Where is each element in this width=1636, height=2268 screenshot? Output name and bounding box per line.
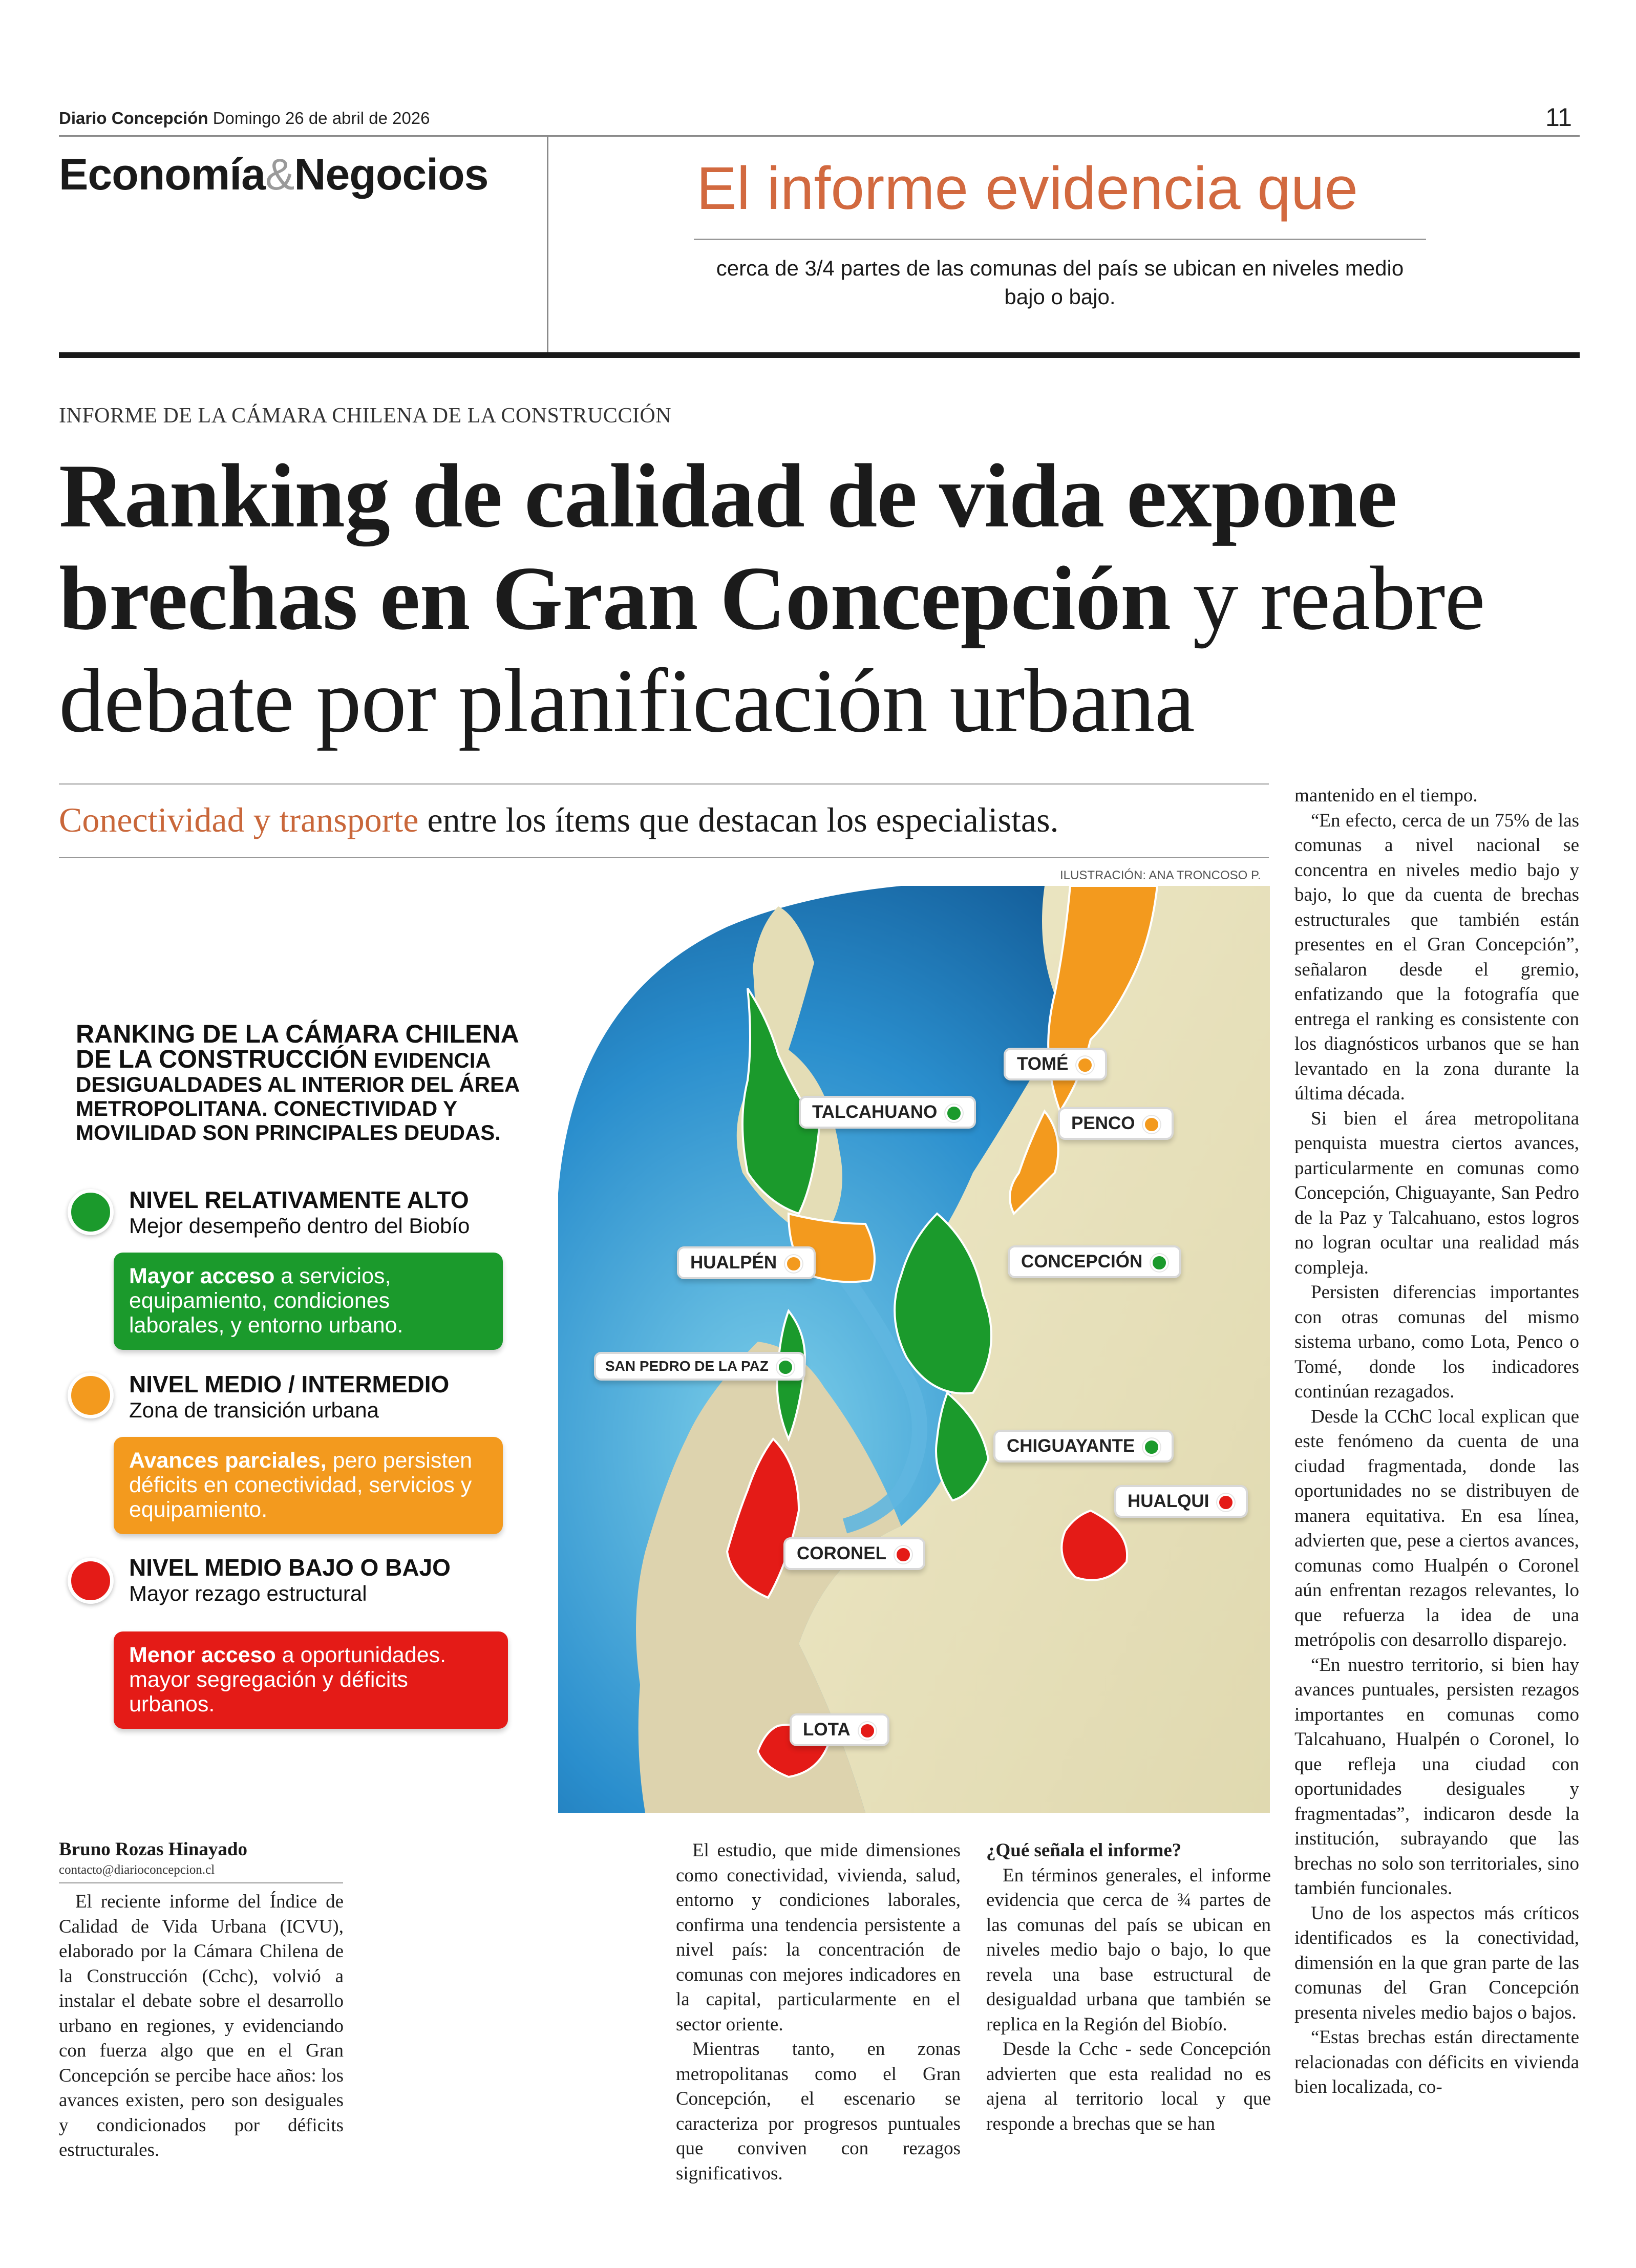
commune-label-lota bbox=[790, 1713, 889, 1746]
legend-box-bold: Avances parciales, bbox=[129, 1448, 327, 1473]
level-dot bbox=[945, 1105, 963, 1122]
commune-name: CONCEPCIÓN bbox=[1021, 1252, 1143, 1271]
subhead-rest: entre los ítems que destacan los especialistas. bbox=[418, 800, 1059, 839]
commune-label-san-pedro bbox=[594, 1352, 805, 1381]
commune-name: PENCO bbox=[1071, 1113, 1135, 1133]
legend-dot-bajo bbox=[68, 1558, 114, 1604]
level-dot bbox=[1076, 1056, 1094, 1074]
article-column-4 bbox=[1294, 783, 1579, 2100]
infographic-title-rest: EVIDENCIA DESIGUALDADES AL INTERIOR DEL ÁREA METROPOLITANA. CONECTIVIDAD Y MOVILIDAD SON PRINCIPALES DEUDAS. bbox=[76, 1048, 519, 1144]
commune-name: TALCAHUANO bbox=[812, 1102, 938, 1122]
headline-regular-2: debate por planificación urbana bbox=[59, 650, 1195, 751]
article-column-1 bbox=[59, 1890, 344, 2163]
section-title-amp: & bbox=[265, 150, 294, 199]
article-paragraph: Desde la Cchc - sede Concepción advierten que esta realidad no es ajena al territorio local y que responde a brechas que se han bbox=[986, 2039, 1271, 2134]
commune-name: CHIGUAYANTE bbox=[1007, 1436, 1135, 1456]
article-paragraph: “Estas brechas están directamente relacionadas con déficits en vivienda bien localizada, co- bbox=[1294, 2027, 1579, 2097]
masthead-line bbox=[59, 109, 430, 128]
legend-dot-alto bbox=[68, 1189, 114, 1235]
legend-box-alto bbox=[114, 1253, 503, 1350]
illustration-credit: ILUSTRACIÓN: ANA TRONCOSO P. bbox=[1060, 868, 1261, 882]
legend-box-bold: Menor acceso bbox=[129, 1643, 276, 1667]
level-dot bbox=[1143, 1438, 1160, 1456]
article-subheading: ¿Qué señala el informe? bbox=[986, 1840, 1182, 1861]
commune-label-penco bbox=[1058, 1107, 1174, 1140]
header-vertical-divider bbox=[547, 135, 548, 353]
level-dot bbox=[1217, 1494, 1235, 1511]
legend-title-alto: NIVEL RELATIVAMENTE ALTO bbox=[129, 1186, 469, 1213]
article-paragraph: En términos generales, el informe evidencia que cerca de ¾ partes de las comunas del país se ubican en niveles medio bajo o bajo, lo que revela una base estructural de desigualdad urbana que también se replica en la Región del Biobío. bbox=[986, 1864, 1271, 2035]
paper-name: Diario Concepción bbox=[59, 109, 208, 128]
header-bottom-rule bbox=[59, 352, 1580, 358]
subhead bbox=[59, 800, 1059, 840]
commune-name: LOTA bbox=[803, 1720, 851, 1740]
legend-box-medio bbox=[114, 1437, 503, 1534]
section-title-part2: Negocios bbox=[294, 150, 488, 199]
article-paragraph: Uno de los aspectos más críticos identificados es la conectividad, dimensión en la que gran parte de las comunas del Gran Concepción presenta niveles medio bajos o bajos. bbox=[1294, 1902, 1579, 2023]
commune-name: CORONEL bbox=[797, 1543, 886, 1563]
legend-box-text: a oportunidades. mayor segregación y déficits urbanos. bbox=[129, 1643, 447, 1716]
legend-box-text: pero persisten déficits en conectividad, servicios y equipamiento. bbox=[129, 1448, 473, 1522]
legend-sub-medio: Zona de transición urbana bbox=[129, 1398, 379, 1422]
commune-label-hualpen bbox=[677, 1246, 816, 1279]
subhead-rule-top bbox=[59, 783, 1269, 785]
page-number: 11 bbox=[1545, 103, 1572, 132]
byline-rule bbox=[59, 1882, 343, 1883]
byline: Bruno Rozas Hinayado bbox=[59, 1839, 248, 1860]
legend-title-bajo: NIVEL MEDIO BAJO O BAJO bbox=[129, 1554, 451, 1581]
commune-name: HUALPÉN bbox=[690, 1253, 777, 1273]
commune-label-tome bbox=[1004, 1048, 1107, 1080]
article-paragraph: Desde la CChC local explican que este fenómeno da cuenta de una ciudad fragmentada, donde las oportunidades no se distribuyen de manera equitativa. En esa línea, advierten que, pese a ciertos avances, comunas como Hualpén o Coronel aún enfrentan rezagos relevantes, lo que refuerza la idea de una metrópolis con desarrollo disparejo. bbox=[1294, 1406, 1579, 1650]
level-dot bbox=[1143, 1116, 1160, 1133]
headline-bold: Ranking de calidad de vida expone brechas en Gran Concepción bbox=[59, 445, 1397, 649]
promo-rule bbox=[694, 239, 1426, 240]
infographic-title bbox=[76, 1022, 547, 1144]
byline-email: contacto@diarioconcepcion.cl bbox=[59, 1863, 215, 1877]
promo-text: cerca de 3/4 partes de las comunas del país se ubican en niveles medio bajo o bajo. bbox=[716, 256, 1404, 309]
commune-label-talcahuano bbox=[799, 1096, 976, 1129]
infographic-title-bold: RANKING DE LA CÁMARA CHILENA DE LA CONSTRUCCIÓN bbox=[76, 1020, 518, 1073]
commune-label-concepcion bbox=[1008, 1245, 1181, 1278]
subhead-rule-bottom bbox=[59, 857, 1269, 858]
subhead-accent: Conectividad y transporte bbox=[59, 800, 419, 839]
legend-box-bold: Mayor acceso bbox=[129, 1264, 275, 1288]
article-paragraph: “En efecto, cerca de un 75% de las comunas a nivel nacional se concentra en niveles medio bajo y bajo, lo que da cuenta de brechas estructurales que también están presentes en el Gran Concepción”, señalaron desde el gremio, enfatizando que la fotografía que entrega el ranking es consistente con los diagnósticos urbanos que se han levantado en la zona durante la última década. bbox=[1294, 810, 1579, 1104]
commune-label-chiguayante bbox=[993, 1430, 1174, 1462]
level-dot bbox=[1151, 1254, 1168, 1271]
article-paragraph: Si bien el área metropolitana penquista muestra ciertos avances, particularmente en comunas como Concepción, Chiguayante, San Pedro de la Paz y Talcahuano, estos logros no logran ocultar una realidad más compleja. bbox=[1294, 1108, 1579, 1278]
section-title bbox=[59, 150, 488, 200]
commune-name: TOMÉ bbox=[1017, 1054, 1069, 1074]
article-column-2 bbox=[676, 1838, 961, 2186]
map-illustration bbox=[512, 886, 1270, 1813]
headline-regular-1: y reabre bbox=[1171, 547, 1485, 649]
legend-title-medio: NIVEL MEDIO / INTERMEDIO bbox=[129, 1371, 450, 1397]
article-paragraph: El reciente informe del Índice de Calidad de Vida Urbana (ICVU), elaborado por la Cámara Chilena de la Construcción (Cchc), volvió a instalar el debate sobre el desarrollo urbano en regiones, y evidenciando con fuerza algo que en el Gran Concepción se percibe hace años: los avances existen, pero son desiguales y condicionados por déficits estructurales. bbox=[59, 1891, 344, 2160]
legend-sub-alto: Mejor desempeño dentro del Biobío bbox=[129, 1214, 470, 1238]
article-paragraph: “En nuestro territorio, si bien hay avances puntuales, persisten rezagos importantes en comunas como Talcahuano, Hualpén o Coronel, lo que refleja una ciudad con oportunidades desiguales y fragmentadas”, indicaron desde la institución, subrayando que las brechas no solo son territoriales, sino también funcionales. bbox=[1294, 1654, 1579, 1899]
headline bbox=[59, 444, 1554, 752]
kicker: INFORME DE LA CÁMARA CHILENA DE LA CONSTRUCCIÓN bbox=[59, 404, 672, 428]
article-paragraph: Mientras tanto, en zonas metropolitanas como el Gran Concepción, el escenario se caracteriza por progresos puntuales que conviven con rezagos significativos. bbox=[676, 2039, 961, 2184]
commune-label-coronel bbox=[783, 1537, 925, 1570]
commune-name: HUALQUI bbox=[1128, 1491, 1209, 1511]
level-dot bbox=[895, 1546, 912, 1563]
legend-box-text: a servicios, equipamiento, condiciones laborales, y entorno urbano. bbox=[129, 1264, 403, 1338]
header-top-rule bbox=[59, 135, 1580, 137]
article-paragraph: Persisten diferencias importantes con otras comunas del mismo sistema urbano, como Lota, Penco o Tomé, donde los indicadores continúan rezagados. bbox=[1294, 1282, 1579, 1402]
commune-name: SAN PEDRO DE LA PAZ bbox=[605, 1358, 769, 1374]
legend-sub-bajo: Mayor rezago estructural bbox=[129, 1581, 367, 1605]
level-dot bbox=[785, 1255, 802, 1273]
legend-box-bajo bbox=[114, 1631, 508, 1729]
legend-dot-medio bbox=[68, 1372, 114, 1418]
article-paragraph: mantenido en el tiempo. bbox=[1294, 785, 1478, 806]
level-dot bbox=[777, 1359, 794, 1376]
article-paragraph: El estudio, que mide dimensiones como conectividad, vivienda, salud, entorno y condiciones laborales, confirma una tendencia persistente a nivel país: la concentración de comunas con mejores indicadores en la capital, particularmente en el sector oriente. bbox=[676, 1840, 961, 2035]
issue-date: Domingo 26 de abril de 2026 bbox=[213, 109, 430, 128]
article-column-3 bbox=[986, 1838, 1271, 2136]
commune-label-hualqui bbox=[1114, 1485, 1248, 1518]
section-title-part1: Economía bbox=[59, 150, 265, 199]
promo-title: El informe evidencia que bbox=[696, 155, 1358, 222]
level-dot bbox=[859, 1722, 876, 1740]
